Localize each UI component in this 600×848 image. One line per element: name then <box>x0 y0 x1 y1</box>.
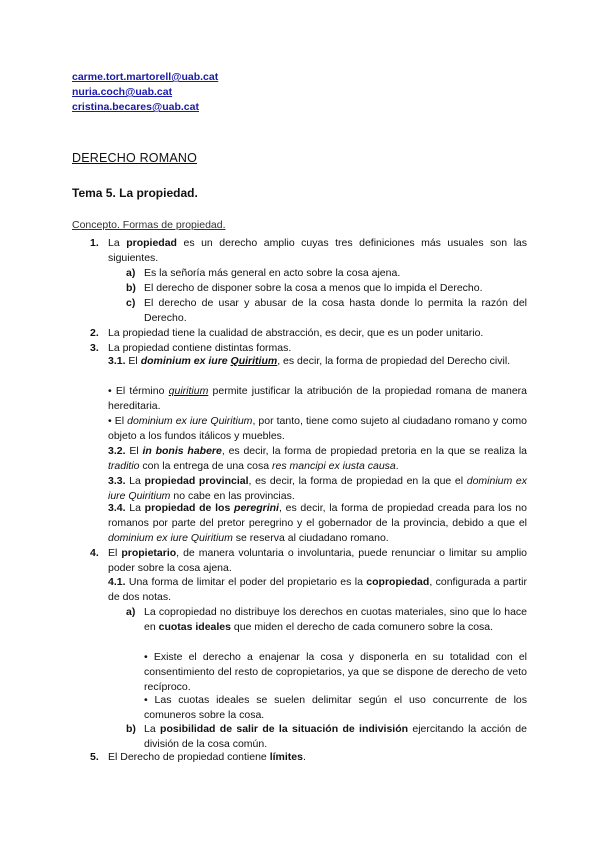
topic-title: Tema 5. La propiedad. <box>72 186 198 200</box>
item-1a-text: Es la señoría más general en acto sobre la cosa ajena. <box>144 267 401 279</box>
item-3-number: 3. <box>90 342 99 354</box>
item-5-text: El Derecho de propiedad contiene límites. <box>108 751 306 763</box>
item-4a-bullet-2: • Las cuotas ideales se suelen delimitar según el uso concurrente de los comuneros sobre la cosa. <box>144 694 527 721</box>
course-title: DERECHO ROMANO <box>72 151 198 165</box>
item-5-number: 5. <box>90 751 99 763</box>
item-4a-label: a) <box>126 606 136 618</box>
item-1-number: 1. <box>90 237 99 249</box>
item-4b-text: La posibilidad de salir de la situación de indivisión ejercitando la acción de división de la cosa común. <box>144 723 527 750</box>
contact-email-2[interactable]: nuria.coch@uab.cat <box>72 86 173 98</box>
item-1c-label: c) <box>126 297 136 309</box>
item-4-number: 4. <box>90 547 99 559</box>
item-3-4: 3.4. La propiedad de los peregrini, es decir, la forma de propiedad creada para los no romanos por parte del pretor peregrino y el gobernador de la provincia, debido a que el dominium ex iure Quiritium se reserva al ciudadano romano. <box>108 502 527 544</box>
item-1-text: La propiedad es un derecho amplio cuyas tres definiciones más usuales son las siguientes. <box>108 237 527 264</box>
item-4-text: El propietario, de manera voluntaria o involuntaria, puede renunciar o limitar su amplio poder sobre la cosa ajena. <box>108 547 527 574</box>
item-3-2: 3.2. El in bonis habere, es decir, la forma de propiedad pretoria en la que se realiza la traditio con la entrega de una cosa res mancipi ex iusta causa. <box>108 445 527 472</box>
item-1b-label: b) <box>126 282 136 294</box>
item-2-number: 2. <box>90 327 99 339</box>
contact-email-1[interactable]: carme.tort.martorell@uab.cat <box>72 71 219 83</box>
contact-email-3[interactable]: cristina.becares@uab.cat <box>72 101 199 113</box>
item-4a-bullet-1: • Existe el derecho a enajenar la cosa y disponerla en su totalidad con el consentimiento del resto de copropietarios, ya que se dispone de derecho de veto recíproco. <box>144 651 527 693</box>
item-2-text: La propiedad tiene la cualidad de abstracción, es decir, que es un poder unitario. <box>108 327 484 339</box>
item-4a-text: La copropiedad no distribuye los derechos en cuotas materiales, sino que lo hace en cuotas ideales que miden el derecho de cada comunero sobre la cosa. <box>144 606 527 633</box>
item-3-3: 3.3. La propiedad provincial, es decir, la forma de propiedad en la que el dominium ex iure Quiritium no cabe en las provincias. <box>108 475 527 502</box>
item-3-1: 3.1. El dominium ex iure Quiritium, es decir, la forma de propiedad del Derecho civil. <box>108 355 511 367</box>
item-3-1-bullet-1: • El término quiritium permite justificar la atribución de la propiedad romana de manera hereditaria. <box>108 385 527 412</box>
section-title: Concepto. Formas de propiedad. <box>72 219 226 231</box>
item-4b-label: b) <box>126 723 136 735</box>
item-1b-text: El derecho de disponer sobre la cosa a menos que lo impida el Derecho. <box>144 282 483 294</box>
item-3-text: La propiedad contiene distintas formas. <box>108 342 292 354</box>
item-1c-text: El derecho de usar y abusar de la cosa hasta donde lo permita la razón del Derecho. <box>144 297 527 324</box>
item-4-1: 4.1. Una forma de limitar el poder del propietario es la copropiedad, configurada a partir de dos notas. <box>108 576 527 603</box>
item-1a-label: a) <box>126 267 136 279</box>
item-3-1-bullet-2: • El dominium ex iure Quiritium, por tanto, tiene como sujeto al ciudadano romano y como objeto a los fundos itálicos y muebles. <box>108 415 527 442</box>
